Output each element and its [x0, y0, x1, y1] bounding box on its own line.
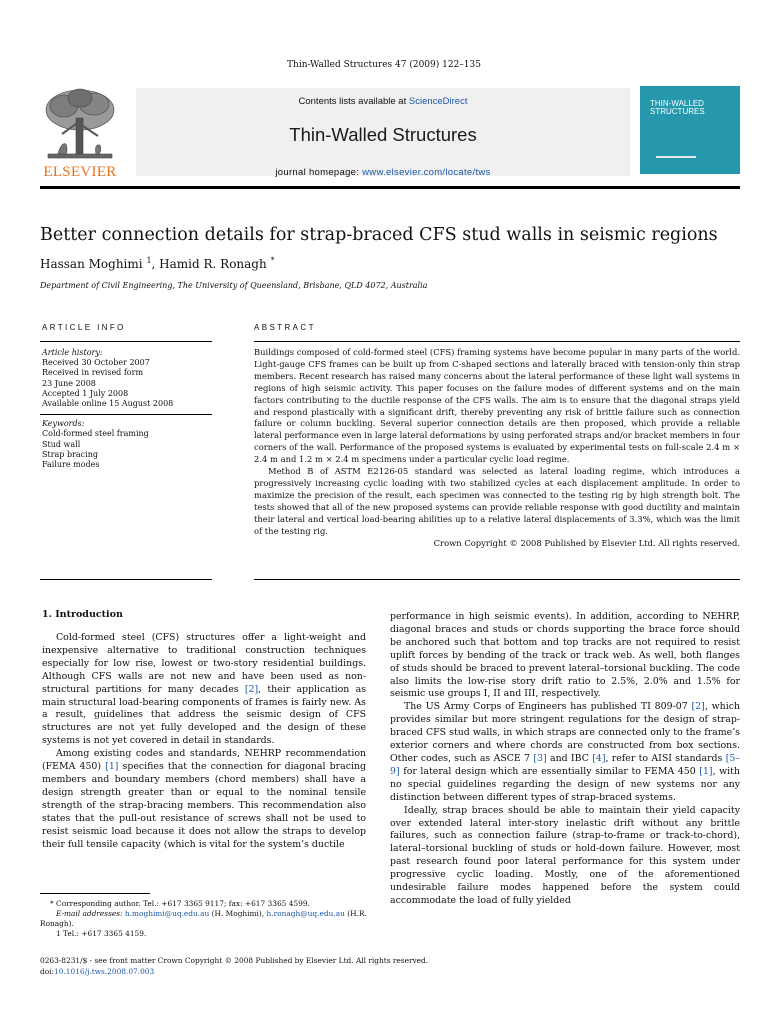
copyright-line: 0263-8231/$ - see front matter Crown Copyright © 2008 Published by Elsevier Ltd. All rights reserved.	[40, 956, 429, 965]
body-text: and IBC	[546, 752, 593, 764]
contents-line	[136, 96, 630, 107]
reference-link[interactable]: [1]	[699, 765, 713, 777]
reference-link[interactable]: [3]	[533, 752, 547, 764]
email-label: E-mail addresses:	[56, 909, 125, 918]
body-text: Among existing codes and standards, NEHRP recommendation (FEMA 450)	[42, 748, 366, 773]
author-list	[40, 256, 740, 271]
keyword: Failure modes	[42, 460, 100, 470]
history-item: 23 June 2008	[42, 378, 96, 388]
email-link[interactable]: h.moghimi@uq.edu.au	[124, 909, 210, 918]
body-text: , which provides similar but more stringent regulations for the design of strap-braced CFS stud walls, in which straps are connected only to the frame’s exterior corners and where chords are constructed from box sections. Other codes, such as ASCE 7	[390, 701, 740, 764]
email-owner: (H.R. Ronagh).	[40, 909, 367, 928]
body-text: , their application as main structural load-bearing components of frames is fairly new. As a result, guidelines that address the seismic design of CFS structures are not yet fully developed and the design of these systems is not yet covered in detail in standards.	[42, 683, 367, 747]
body-paragraph	[42, 632, 366, 748]
body-text: for lateral design which are essentially similar to FEMA 450	[399, 765, 700, 777]
article-info-heading: ARTICLE INFO	[42, 323, 126, 332]
history-item: Received in revised form	[42, 368, 144, 378]
cover-title-line1: THIN-WALLED	[650, 99, 704, 108]
journal-banner	[136, 88, 630, 176]
email-footnote	[40, 909, 370, 929]
author-name: Hassan Moghimi	[40, 257, 143, 271]
reference-link[interactable]: [5–9]	[390, 752, 740, 777]
elsevier-tree-icon	[40, 84, 120, 164]
abstract-heading: ABSTRACT	[254, 323, 316, 332]
history-item: Accepted 1 July 2008	[42, 388, 129, 398]
reference-link[interactable]: [2]	[244, 683, 259, 695]
keywords-heading: Keywords:	[42, 419, 85, 429]
doi-line	[40, 967, 540, 978]
reference-link[interactable]: [4]	[592, 752, 606, 764]
journal-citation: Thin-Walled Structures 47 (2009) 122–135	[287, 60, 481, 70]
body-text: , refer to AISI standards	[605, 752, 726, 764]
body-text: specifies that the connection for diagonal bracing members and boundary members (chord members) shall have a design strength greater than or equal to the nominal tensile strength of the strap-bracing members. This recommendation also states that the pull-out resistance of screws shall not be used to resist seismic load because it does not allow the straps to develop their full tensile capacity (which is vital for the system’s ductile	[42, 761, 366, 850]
history-item: Received 30 October 2007	[42, 358, 150, 368]
body-paragraph: Ideally, strap braces should be able to maintain their yield capacity over extended lateral inter-story inelastic drift without any brittle failures, such as connection failure (strap-to-frame or track-to-chord), lateral–torsional buckling of studs or hold-down failure. However, most past research found poor lateral performance for this system under progressive cyclic loading. Mostly, one of the aforementioned undesirable failure modes happened before the system could accommodate the load of fully yielded	[390, 804, 740, 906]
sciencedirect-link[interactable]: ScienceDirect	[408, 96, 468, 107]
footnotes	[40, 899, 370, 939]
masthead-rule	[40, 186, 740, 189]
homepage-prefix: journal homepage:	[275, 167, 363, 178]
journal-homepage-link[interactable]: www.elsevier.com/locate/tws	[362, 167, 491, 178]
footnote-rule	[40, 893, 150, 894]
homepage-line	[136, 167, 630, 178]
reference-link[interactable]: [2]	[691, 701, 705, 713]
corresponding-mark: *	[270, 256, 275, 265]
email-link[interactable]: h.ronagh@uq.edu.au	[266, 909, 345, 918]
keyword: Stud wall	[42, 439, 81, 449]
keyword: Cold-formed steel framing	[42, 429, 149, 439]
abstract-copyright: Crown Copyright © 2008 Published by Elsevier Ltd. All rights reserved.	[433, 537, 740, 548]
article-info	[42, 348, 212, 470]
keyword: Strap bracing	[42, 449, 98, 459]
cover-decoration	[656, 156, 696, 158]
doi-link[interactable]: 10.1016/j.tws.2008.07.003	[54, 966, 155, 976]
section-heading: 1. Introduction	[42, 609, 123, 620]
contents-prefix: Contents lists available at	[298, 96, 409, 107]
doi-prefix: doi:	[40, 966, 55, 976]
body-paragraph	[42, 748, 366, 851]
author-mark: 1	[146, 256, 152, 265]
info-top-rule	[40, 341, 212, 342]
abstract-bottom-rule	[254, 579, 740, 580]
affiliation: Department of Civil Engineering, The University of Queensland, Brisbane, QLD 4072, Australia	[40, 281, 428, 290]
body-left-column	[42, 632, 366, 851]
front-matter	[40, 956, 540, 977]
history-item: Available online 15 August 2008	[42, 399, 174, 409]
email-owner: (H. Moghimi),	[209, 909, 267, 918]
journal-cover-thumbnail	[640, 86, 740, 174]
body-right-column	[390, 611, 740, 908]
cover-title	[650, 100, 705, 116]
info-bottom-rule	[40, 579, 212, 580]
abstract-top-rule	[254, 341, 740, 342]
history-heading: Article history:	[42, 348, 103, 357]
journal-name: Thin-Walled Structures	[289, 124, 477, 145]
abstract-paragraph: Method B of ASTM E2126-05 standard was selected as lateral loading regime, which introduces a progressively increasing cyclic loading with two stabilized cycles at each displacement amplitude. In order to maximize the precision of the result, each specimen was connected to the testing rig by high strength bolt. The tests showed that all of the new proposed systems can provide reliable response with good ductility and maintain their lateral and vertical load-bearing abilities up to a relative lateral displacements of 3.3%, which was the limit of the testing rig.	[254, 466, 740, 536]
corresponding-footnote: * Corresponding author. Tel.: +617 3365 9117; fax: +617 3365 4599.	[50, 899, 310, 908]
author-name: Hamid R. Ronagh	[159, 257, 267, 271]
journal-masthead	[40, 84, 740, 184]
body-text: Cold-formed steel (CFS) structures offer a light-weight and inexpensive alternative to traditional construction techniques especially for low rise, lowest or two-story residential buildings. Although CFS walls are not new and have been used as non-structural partitions for many decades	[42, 632, 366, 695]
elsevier-wordmark: ELSEVIER	[43, 164, 117, 180]
body-paragraph	[390, 701, 740, 804]
info-divider	[40, 414, 212, 415]
abstract-body	[254, 347, 740, 549]
abstract-paragraph: Buildings composed of cold-formed steel (CFS) framing systems have become popular in many parts of the world. Light-gauge CFS frames can be built up from C-shaped sections and laterally braced with tension-only thin strap members. Recent research has raised many concerns about the lateral performance of these light wall systems in regions of high seismic activity. This paper focuses on the failure modes of different systems and on the main factors contributing to the ductile response of the CFS walls. The aim is to ensure that the diagonal straps yield and respond plastically with a significant drift, thereby preventing any risk of brittle failure such as connection failure or column buckling. Several superior connection details are then proposed, which provide a reliable lateral performance even in large lateral deformations by using perforated straps and/or bracket members in four corners of the wall. Performance of the proposed systems is evaluated by experimental tests on full-scale 2.4 m × 2.4 m and 1.2 m × 2.4 m specimens under a particular cyclic load regime.	[254, 347, 740, 465]
body-paragraph: performance in high seismic events). In addition, according to NEHRP, diagonal braces and studs or chords supporting the brace force should be anchored such that bottom and top tracks are not required to resist uplift forces by bending of the track or track web. As well, both flanges of studs should be braced to prevent lateral–torsional buckling. The code also limits the low-rise story drift ratio to 2.5%, 2.0% and 1.5% for seismic use groups I, II and III, respectively.	[390, 611, 740, 700]
body-text: The US Army Corps of Engineers has published TI 809-07	[404, 701, 692, 713]
body-text: , with no special guidelines regarding the design of new systems nor any distinction between different types of strap-braced systems.	[390, 765, 740, 803]
author-footnote: 1 Tel.: +617 3365 4159.	[56, 929, 147, 938]
article-title: Better connection details for strap-braced CFS stud walls in seismic regions	[40, 225, 718, 245]
cover-title-line2: STRUCTURES	[650, 107, 705, 116]
author-separator: ,	[151, 257, 160, 271]
elsevier-logo	[40, 84, 120, 180]
reference-link[interactable]: [1]	[105, 761, 119, 773]
